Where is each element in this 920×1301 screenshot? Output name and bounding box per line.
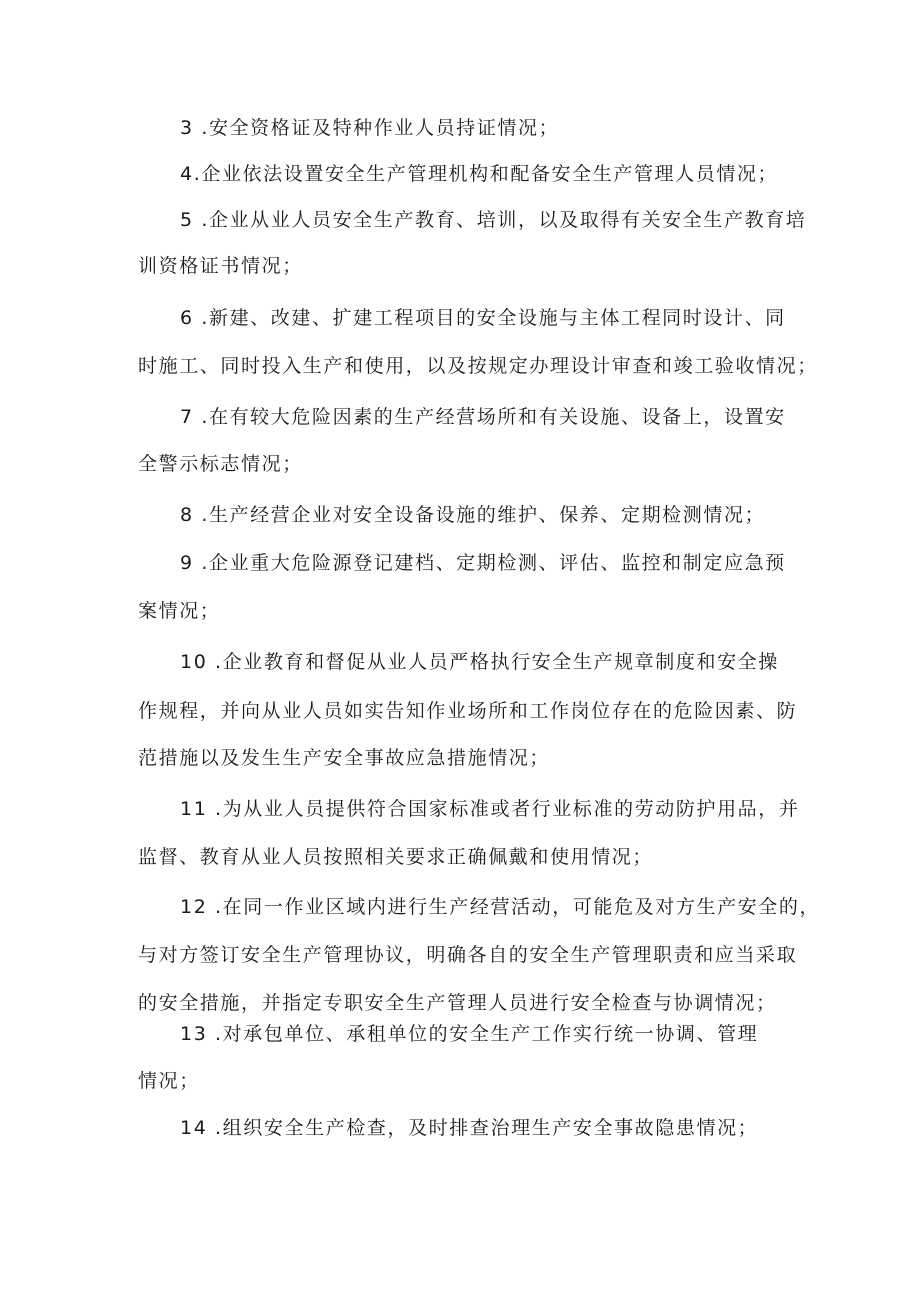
item-10-line-3 bbox=[138, 746, 550, 770]
item-7-line-1 bbox=[180, 405, 786, 429]
item-12-line-2 bbox=[138, 943, 797, 967]
item-number: 11 bbox=[180, 798, 208, 820]
item-number: 8 bbox=[180, 504, 194, 526]
item-text: 案情况； bbox=[138, 600, 221, 622]
item-9-line-2 bbox=[138, 599, 220, 623]
item-6-line-2 bbox=[138, 354, 818, 378]
item-5-line-1 bbox=[180, 208, 806, 232]
item-7-line-2 bbox=[138, 452, 303, 476]
item-number: 5 bbox=[180, 209, 194, 231]
item-text: .企业从业人员安全生产教育、培训，以及取得有关安全生产教育培 bbox=[193, 209, 807, 231]
item-number: 9 bbox=[180, 552, 194, 574]
item-number: 12 bbox=[180, 896, 208, 918]
item-number: 6 bbox=[180, 307, 194, 329]
item-number: 10 bbox=[180, 651, 208, 673]
item-text: .企业重大危险源登记建档、定期检测、评估、监控和制定应急预 bbox=[193, 552, 786, 574]
item-13-line-2 bbox=[138, 1069, 200, 1093]
item-text: .企业依法设置安全生产管理机构和配备安全生产管理人员情况； bbox=[193, 163, 779, 185]
item-3-line-1 bbox=[180, 116, 559, 140]
item-5-line-2 bbox=[138, 254, 303, 278]
item-8-line-1 bbox=[180, 503, 765, 527]
item-text: 情况； bbox=[138, 1070, 200, 1092]
item-text: .在有较大危险因素的生产经营场所和有关设施、设备上，设置安 bbox=[193, 406, 786, 428]
item-text: 范措施以及发生生产安全事故应急措施情况； bbox=[138, 747, 551, 769]
item-13-line-1 bbox=[180, 1022, 758, 1046]
item-text: .为从业人员提供符合国家标准或者行业标准的劳动防护用品，并 bbox=[207, 798, 800, 820]
item-text: .对承包单位、承租单位的安全生产工作实行统一协调、管理 bbox=[207, 1023, 759, 1045]
item-text: 的安全措施，并指定专职安全生产管理人员进行安全检查与协调情况； bbox=[138, 992, 777, 1014]
item-text: .在同一作业区域内进行生产经营活动，可能危及对方生产安全的， bbox=[207, 896, 821, 918]
item-text: .组织安全生产检查，及时排查治理生产安全事故隐患情况； bbox=[207, 1117, 759, 1139]
item-text: 监督、教育从业人员按照相关要求正确佩戴和使用情况； bbox=[138, 846, 654, 868]
item-text: 全警示标志情况； bbox=[138, 453, 303, 475]
item-text: 与对方签订安全生产管理协议，明确各自的安全生产管理职责和应当采取 bbox=[138, 944, 798, 966]
item-number: 13 bbox=[180, 1023, 208, 1045]
item-14-line-1 bbox=[180, 1116, 758, 1140]
item-text: 时施工、同时投入生产和使用，以及按规定办理设计审查和竣工验收情况； bbox=[138, 355, 818, 377]
item-number: 7 bbox=[180, 406, 194, 428]
item-text: .企业教育和督促从业人员严格执行安全生产规章制度和安全操 bbox=[207, 651, 779, 673]
item-10-line-1 bbox=[180, 650, 779, 674]
item-11-line-1 bbox=[180, 797, 799, 821]
item-6-line-1 bbox=[180, 306, 786, 330]
item-text: .生产经营企业对安全设备设施的维护、保养、定期检测情况； bbox=[193, 504, 766, 526]
item-text: 训资格证书情况； bbox=[138, 255, 303, 277]
item-number: 14 bbox=[180, 1117, 208, 1139]
item-number: 3 bbox=[180, 117, 194, 139]
item-12-line-3 bbox=[138, 991, 777, 1015]
item-4-line-1 bbox=[180, 162, 778, 186]
item-12-line-1 bbox=[180, 895, 820, 919]
item-number: 4 bbox=[180, 163, 194, 185]
item-text: .安全资格证及特种作业人员持证情况； bbox=[193, 117, 560, 139]
item-10-line-2 bbox=[138, 699, 797, 723]
item-11-line-2 bbox=[138, 845, 653, 869]
item-text: 作规程，并向从业人员如实告知作业场所和工作岗位存在的危险因素、防 bbox=[138, 700, 798, 722]
item-9-line-1 bbox=[180, 551, 786, 575]
item-text: .新建、改建、扩建工程项目的安全设施与主体工程同时设计、同 bbox=[193, 307, 786, 329]
